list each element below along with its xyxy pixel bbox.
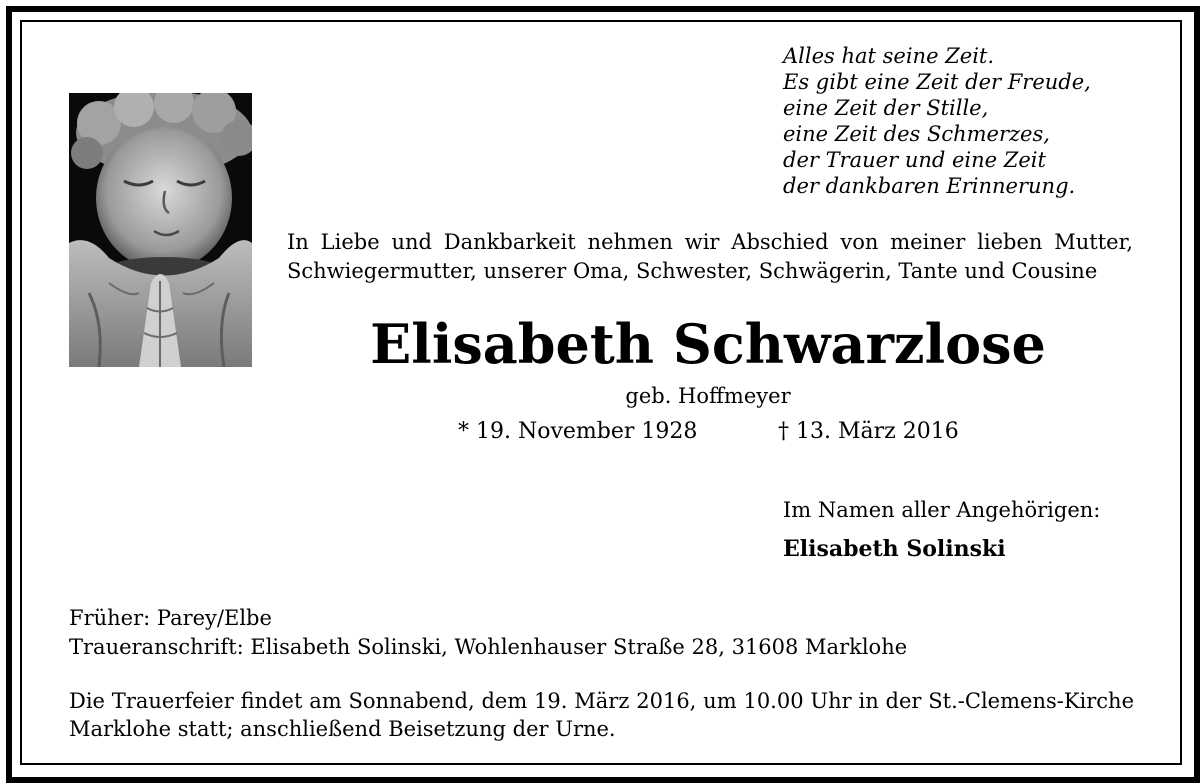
death-date: † 13. März 2016	[778, 419, 959, 444]
mourning-address: Traueranschrift: Elisabeth Solinski, Wohlenhauser Straße 28, 31608 Marklohe	[69, 635, 908, 659]
signer-name: Elisabeth Solinski	[783, 536, 1006, 562]
funeral-service-info: Die Trauerfeier findet am Sonnabend, dem 19. März 2016, um 10.00 Uhr in der St.-Clemens-Kirche Marklohe statt; anschließend Beisetzung der Urne.	[69, 689, 1134, 741]
poem-line: Es gibt eine Zeit der Freude,	[783, 70, 1091, 94]
birth-date: * 19. November 1928	[458, 419, 698, 444]
intro-text: In Liebe und Dankbarkeit nehmen wir Abschied von meiner lieben Mutter, Schwiegermutter, unserer Oma, Schwester, Schwägerin, Tante und Cousine	[287, 230, 1133, 283]
poem-line: der Trauer und eine Zeit	[783, 148, 1046, 172]
birth-name: geb. Hoffmeyer	[625, 384, 791, 408]
poem-line: eine Zeit des Schmerzes,	[783, 122, 1050, 146]
former-residence: Früher: Parey/Elbe	[69, 606, 272, 630]
poem-line: eine Zeit der Stille,	[783, 96, 989, 120]
poem-line: Alles hat seine Zeit.	[783, 44, 995, 68]
poem-line: der dankbaren Erinnerung.	[783, 174, 1076, 198]
deceased-name: Elisabeth Schwarzlose	[370, 312, 1046, 376]
on-behalf-text: Im Namen aller Angehörigen:	[783, 498, 1101, 522]
poem	[783, 43, 1163, 199]
